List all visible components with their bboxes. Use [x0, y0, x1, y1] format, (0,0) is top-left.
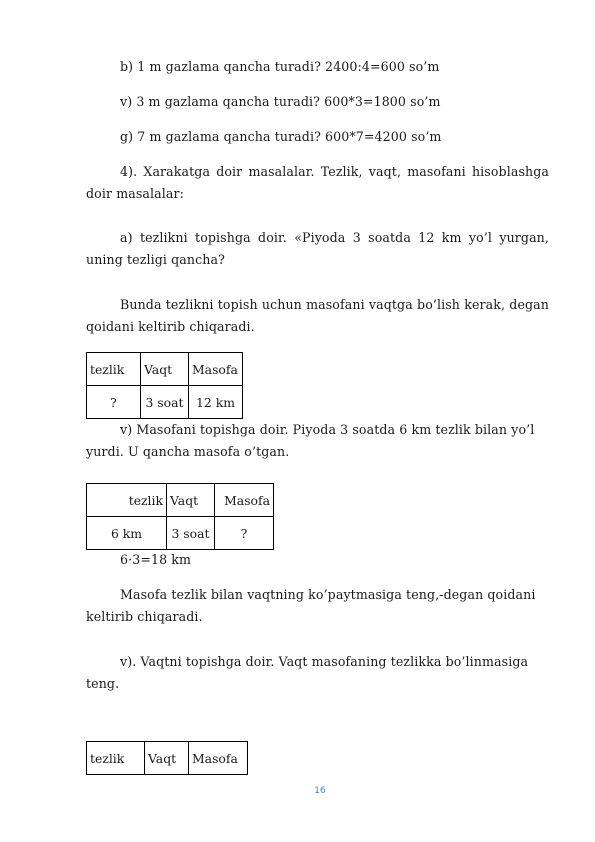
table-cell: ? — [215, 517, 274, 550]
table-row — [87, 517, 274, 550]
header-cell: Vaqt — [141, 353, 189, 386]
header-cell: tezlik — [87, 353, 141, 386]
header-cell: tezlik — [87, 484, 167, 517]
header-cell: tezlik — [87, 742, 145, 775]
paragraph-speed-rule: Bunda tezlikni topish uchun masofani vaqtga bo’lish kerak, degan qoidani keltirib chiqaradi. — [86, 297, 549, 334]
paragraph-b: b) 1 m gazlama qancha turadi? 2400:4=600 so’m — [120, 59, 440, 74]
table-cell: 12 km — [189, 386, 243, 419]
table-header-row — [87, 484, 274, 517]
header-cell: Masofa — [189, 353, 243, 386]
header-cell: Masofa — [189, 742, 248, 775]
table-cell: ? — [87, 386, 141, 419]
distance-table — [86, 483, 274, 550]
table-row — [87, 386, 243, 419]
paragraph-find-speed: a) tezlikni topishga doir. «Piyoda 3 soatda 12 km yo’l yurgan, uning tezligi qancha? — [86, 230, 549, 267]
table-header-row — [87, 353, 243, 386]
paragraph-find-time: v). Vaqtni topishga doir. Vaqt masofaning tezlikka bo’linmasiga teng. — [86, 654, 529, 691]
paragraph-find-distance: v) Masofani topishga doir. Piyoda 3 soatda 6 km tezlik bilan yo’l yurdi. U qancha masofa o’tgan. — [86, 422, 535, 459]
table-header-row — [87, 742, 248, 775]
page-number: 16 — [314, 786, 326, 796]
table-cell: 3 soat — [167, 517, 215, 550]
paragraph-distance-rule: Masofa tezlik bilan vaqtning ko’paytmasiga teng,-degan qoidani keltirib chiqaradi. — [86, 587, 536, 624]
table-cell: 6 km — [87, 517, 167, 550]
paragraph-calculation: 6·3=18 km — [120, 552, 192, 567]
table-cell: 3 soat — [141, 386, 189, 419]
paragraph-g: g) 7 m gazlama qancha turadi? 600*7=4200 so’m — [120, 129, 442, 144]
header-cell: Vaqt — [145, 742, 189, 775]
paragraph-v: v) 3 m gazlama qancha turadi? 600*3=1800 so’m — [120, 94, 441, 109]
paragraph-motion-problems: 4). Xarakatga doir masalalar. Tezlik, vaqt, masofani hisoblashga doir masalalar: — [86, 164, 549, 201]
time-table — [86, 741, 248, 775]
header-cell: Masofa — [215, 484, 274, 517]
header-cell: Vaqt — [167, 484, 215, 517]
speed-table — [86, 352, 243, 419]
